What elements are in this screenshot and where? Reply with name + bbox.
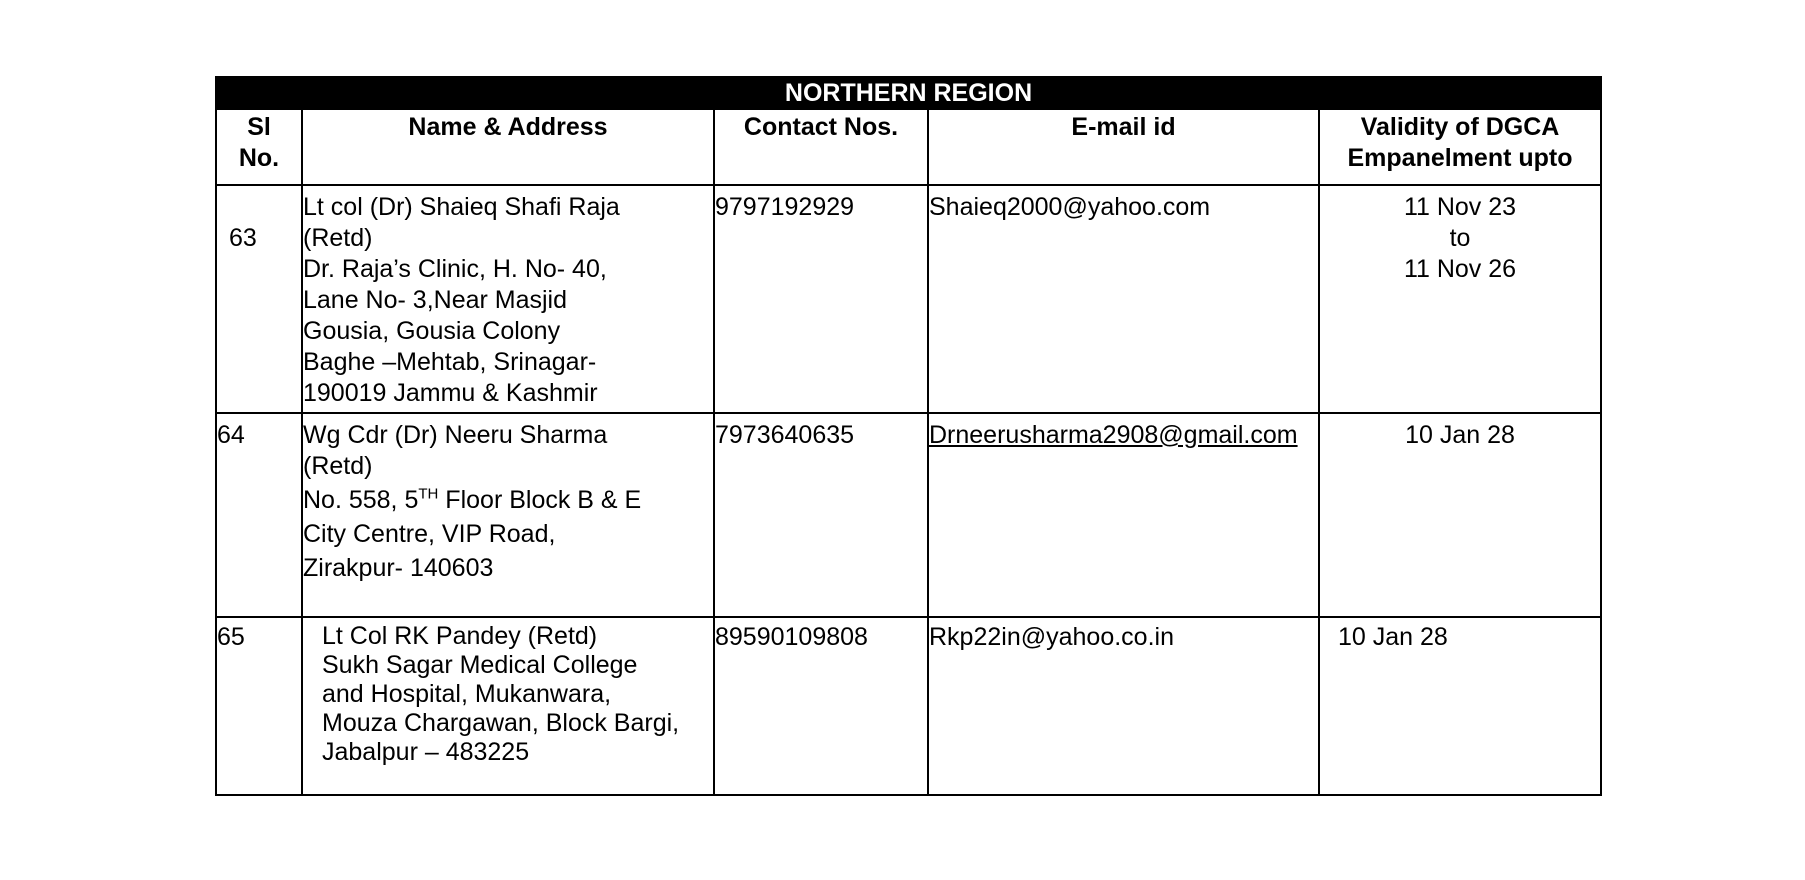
address-line: 190019 Jammu & Kashmir <box>303 379 598 407</box>
header-sl-no-line2: No. <box>238 144 280 172</box>
table-row <box>216 185 1601 413</box>
region-title: NORTHERN REGION <box>216 77 1601 109</box>
address-prefix: No. 558, 5 <box>303 486 419 514</box>
region-header-row <box>216 77 1601 109</box>
contact-cell <box>714 413 928 617</box>
validity-line: 11 Nov 23 <box>1403 193 1517 221</box>
name-line: (Retd) <box>303 224 373 252</box>
email-address: Rkp22in@yahoo.co.in <box>929 623 1174 651</box>
header-sl-no <box>216 109 302 185</box>
address-line: Lane No- 3,Near Masjid <box>303 286 568 314</box>
sl-no-cell <box>216 185 302 413</box>
validity-cell <box>1319 185 1601 413</box>
contact-cell <box>714 185 928 413</box>
header-sl-no-line1: Sl <box>247 113 271 141</box>
contact-cell <box>714 617 928 795</box>
validity-cell <box>1319 413 1601 617</box>
validity-line: 10 Jan 28 <box>1405 421 1515 449</box>
email-cell <box>928 617 1319 795</box>
validity-line: 11 Nov 26 <box>1403 255 1517 283</box>
name-address-cell <box>302 617 714 795</box>
name-address-cell <box>302 185 714 413</box>
sl-no-cell <box>216 413 302 617</box>
email-cell <box>928 185 1319 413</box>
address-line: Sukh Sagar Medical College <box>322 651 638 679</box>
validity-line: to <box>1449 224 1471 252</box>
header-validity-line2: Empanelment upto <box>1347 144 1573 172</box>
contact-number: 9797192929 <box>715 193 855 221</box>
address-suffix: Floor Block B & E <box>438 486 642 514</box>
email-link[interactable]: Drneerusharma2908@gmail.com <box>929 421 1298 449</box>
sl-no-cell <box>216 617 302 795</box>
column-header-row <box>216 109 1601 185</box>
validity-cell <box>1319 617 1601 795</box>
address-line: Baghe –Mehtab, Srinagar- <box>303 348 597 376</box>
sl-no: 64 <box>217 421 245 449</box>
address-line: City Centre, VIP Road, <box>303 520 556 548</box>
address-line: Gousia, Gousia Colony <box>303 317 561 345</box>
header-validity-line1: Validity of DGCA <box>1360 113 1560 141</box>
address-line: Jabalpur – 483225 <box>322 738 530 766</box>
header-contact: Contact Nos. <box>714 109 928 185</box>
address-line: and Hospital, Mukanwara, <box>322 680 612 708</box>
name-line: Lt Col RK Pandey (Retd) <box>322 622 598 650</box>
ordinal-superscript: TH <box>418 485 439 503</box>
contact-number: 7973640635 <box>715 421 855 449</box>
address-line: Mouza Chargawan, Block Bargi, <box>322 709 680 737</box>
empanelment-table <box>215 76 1602 796</box>
email-address: Shaieq2000@yahoo.com <box>929 193 1211 221</box>
table-row <box>216 617 1601 795</box>
address-line: Zirakpur- 140603 <box>303 554 494 582</box>
name-address-cell <box>302 413 714 617</box>
name-line: Lt col (Dr) Shaieq Shafi Raja <box>303 193 620 221</box>
name-line: Wg Cdr (Dr) Neeru Sharma <box>303 421 608 449</box>
address-line <box>303 485 713 516</box>
validity-line: 10 Jan 28 <box>1338 623 1448 651</box>
email-cell <box>928 413 1319 617</box>
header-email: E-mail id <box>928 109 1319 185</box>
name-line: (Retd) <box>303 452 373 480</box>
table-row <box>216 413 1601 617</box>
sl-no: 65 <box>217 623 245 651</box>
header-name-address: Name & Address <box>302 109 714 185</box>
header-validity <box>1319 109 1601 185</box>
contact-number: 89590109808 <box>715 623 868 651</box>
sl-no: 63 <box>229 224 257 252</box>
address-line: Dr. Raja’s Clinic, H. No- 40, <box>303 255 607 283</box>
